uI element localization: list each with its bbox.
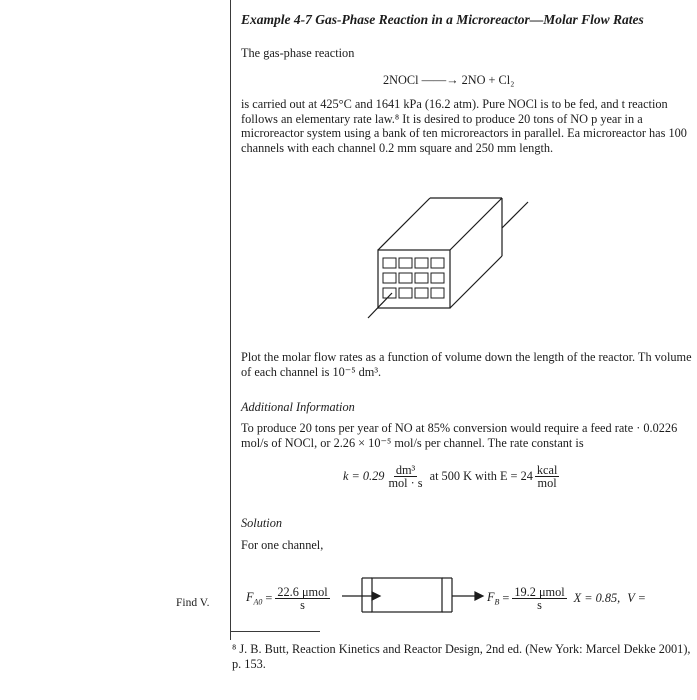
channel-box xyxy=(372,578,442,612)
footnote-rule xyxy=(230,631,320,632)
fb-symbol: $F_B$ xyxy=(487,590,500,607)
fa0-num: 22.6 μmol xyxy=(277,585,328,599)
k-units-num: dm³ xyxy=(395,463,416,477)
reactor-front-face xyxy=(378,250,450,308)
k-prefix: k = 0.29 xyxy=(343,469,385,483)
fa0-fraction xyxy=(275,586,329,611)
fa0-expression xyxy=(246,586,330,611)
reaction-equation: 2NOCl ——→ 2NO + Cl₂ xyxy=(383,73,515,87)
footnote: ⁸ J. B. Butt, Reaction Kinetics and Reactor Design, 2nd ed. (New York: Marcel Dekke 2001), p. 153. xyxy=(232,642,691,671)
fb-fraction xyxy=(512,586,566,611)
fa0-den: s xyxy=(300,598,305,612)
e-units-den: mol xyxy=(537,476,557,490)
additional-heading: Additional Information xyxy=(241,400,355,414)
example-title: Example 4-7 Gas-Phase Reaction in a Microreactor—Molar Flow Rates xyxy=(241,12,644,27)
k-mid: at 500 K with E = 24 xyxy=(429,469,533,483)
leader-line-2 xyxy=(368,293,392,318)
conversion-text: X = 0.85, xyxy=(573,591,621,605)
problem-paragraph: is carried out at 425°C and 1641 kPa (16.2 atm). Pure NOCl is to be fed, and t reaction follows an elementary rate law.⁸ It is desired to produce 20 tons of NO p year in a microreactor system using a bank of ten microreactors in parallel. Ea microreactor has 100 channels with each channel 0.2 mm square and 250 mm length. xyxy=(241,97,687,155)
fa0-symbol: $F_{A0}$ xyxy=(246,590,263,607)
e-units-num: kcal xyxy=(536,463,558,477)
leader-line xyxy=(502,202,528,228)
additional-text: To produce 20 tons per year of NO at 85% conversion would require a feed rate · 0.0226 mol/s of NOCl, or 2.26 × 10⁻⁵ mol/s per channel. The rate constant is xyxy=(241,421,678,450)
fb-den: s xyxy=(537,598,542,612)
margin-rule xyxy=(230,0,231,640)
fa0-equals: = xyxy=(265,591,273,605)
plot-instruction: Plot the molar flow rates as a function of volume down the length of the reactor. Th volume of each channel is 10⁻⁵ dm³. xyxy=(241,350,692,379)
solution-heading: Solution xyxy=(241,516,282,530)
fb-equals: = xyxy=(502,591,510,605)
volume-text: V = xyxy=(627,591,646,605)
fb-num: 19.2 μmol xyxy=(514,585,565,599)
k-units xyxy=(386,464,424,489)
solution-text: For one channel, xyxy=(241,538,324,552)
intro-text: The gas-phase reaction xyxy=(241,46,355,60)
find-v-note: Find V. xyxy=(176,597,210,609)
rate-constant-equation xyxy=(343,464,559,489)
fb-expression xyxy=(487,586,646,611)
e-units xyxy=(535,464,559,489)
k-units-den: mol · s xyxy=(388,476,423,490)
